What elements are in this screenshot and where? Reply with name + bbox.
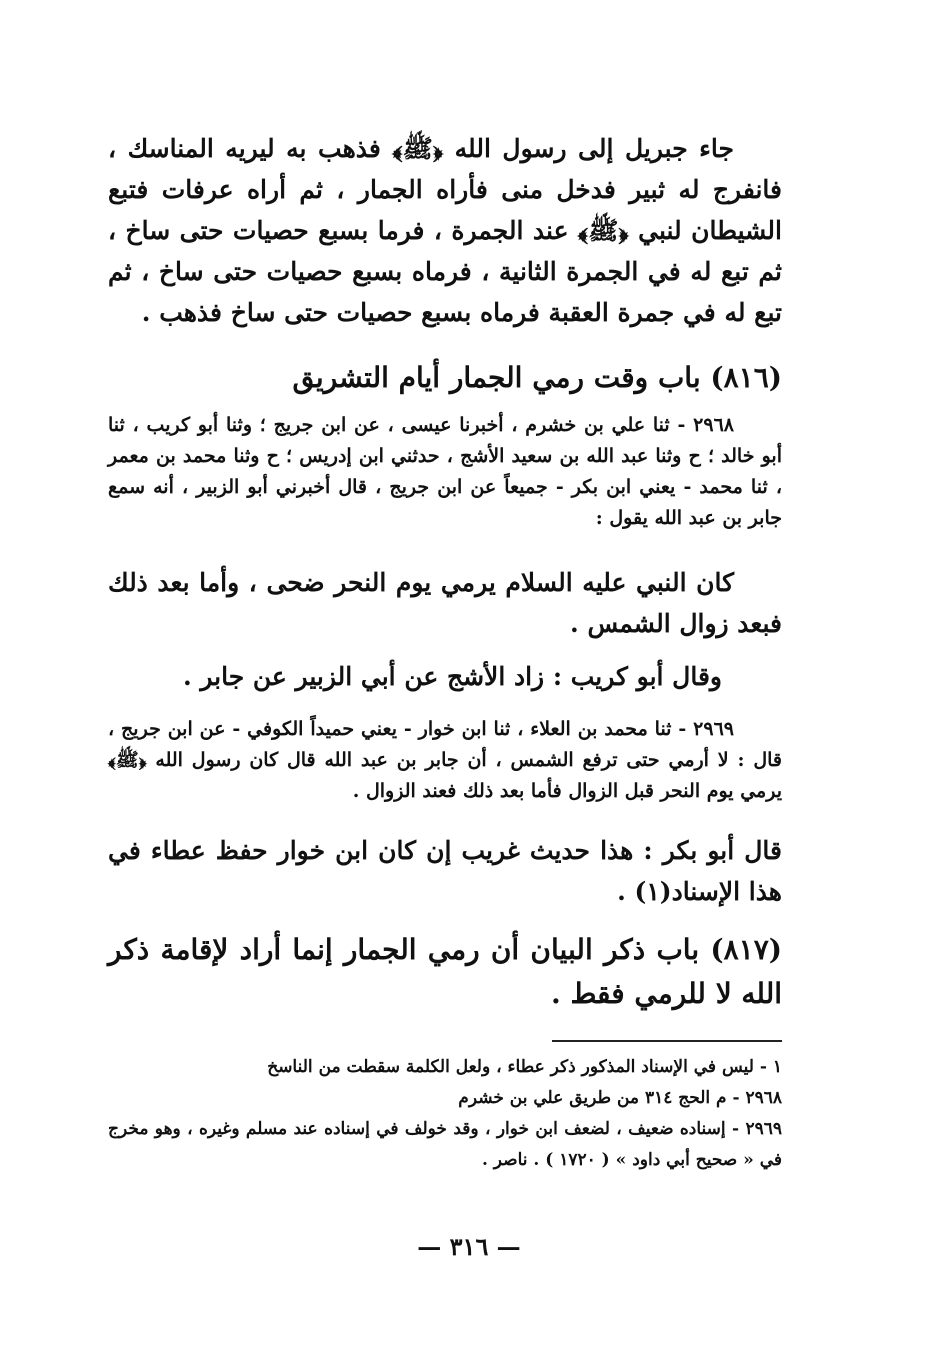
footnote-2969: ٢٩٦٩ - إسناده ضعيف ، لضعف ابن خوار ، وقد خولف في إسناده عند مسلم وغيره ، وهو مخرج في « صحيح أبي داود » ( ١٧٢٠ ) . ناصر . bbox=[108, 1119, 782, 1170]
narrator-note: وقال أبو كريب : زاد الأشج عن أبي الزبير عن جابر . bbox=[182, 662, 722, 691]
page-number: — ٣١٦ — bbox=[417, 1232, 521, 1261]
isnad-2968: ٢٩٦٨ - ثنا علي بن خشرم ، أخبرنا عيسى ، عن ابن جريج ؛ وثنا أبو كريب ، ثنا أبو خالد ؛ ح وثنا عبد الله بن سعيد الأشج ، حدثني ابن إدريس ؛ ح وثنا محمد بن معمر ، ثنا محمد - يعني ابن بكر - جميعاً عن ابن جريج ، قال أخبرني أبو الزبير ، أنه سمع جابر بن عبد الله يقول : bbox=[108, 414, 782, 529]
chapter-heading-817: (٨١٧) باب ذكر البيان أن رمي الجمار إنما أراد لإقامة ذكر الله لا للرمي فقط . bbox=[108, 933, 782, 1010]
footnote-2968: ٢٩٦٨ - م الحج ٣١٤ من طريق علي بن خشرم bbox=[458, 1088, 782, 1108]
hadith-matn-2968: كان النبي عليه السلام يرمي يوم النحر ضحى ، وأما بعد ذلك فبعد زوال الشمس . bbox=[108, 568, 782, 638]
footnotes bbox=[108, 1052, 782, 1176]
footnote-1: ١ - ليس في الإسناد المذكور ذكر عطاء ، ولعل الكلمة سقطت من الناسخ bbox=[267, 1057, 782, 1077]
isnad-2969: ٢٩٦٩ - ثنا محمد بن العلاء ، ثنا ابن خوار - يعني حميداً الكوفي - عن ابن جريج ، قال : لا أرمي حتى ترفع الشمس ، أن جابر بن عبد الله قال كان رسول الله ﴿ﷺ﴾ يرمي يوم النحر قبل الزوال فأما بعد ذلك فعند الزوال . bbox=[108, 718, 782, 802]
hadith-text-paragraph: جاء جبريل إلى رسول الله ﴿ﷺ﴾ فذهب به ليريه المناسك ، فانفرج له ثبير فدخل منى فأراه الجمار ، ثم أراه عرفات فتبع الشيطان لنبي ﴿ﷺ﴾ عند الجمرة ، فرما بسبع حصيات حتى ساخ ، ثم تبع له في الجمرة الثانية ، فرماه بسبع حصيات حتى ساخ ، ثم تبع له في جمرة العقبة فرماه بسبع حصيات حتى ساخ فذهب . bbox=[108, 134, 782, 327]
footnote-divider bbox=[552, 1040, 782, 1042]
chapter-heading-816: (٨١٦) باب وقت رمي الجمار أيام التشريق bbox=[292, 361, 782, 394]
author-comment: قال أبو بكر : هذا حديث غريب إن كان ابن خوار حفظ عطاء في هذا الإسناد(١) . bbox=[108, 836, 782, 906]
